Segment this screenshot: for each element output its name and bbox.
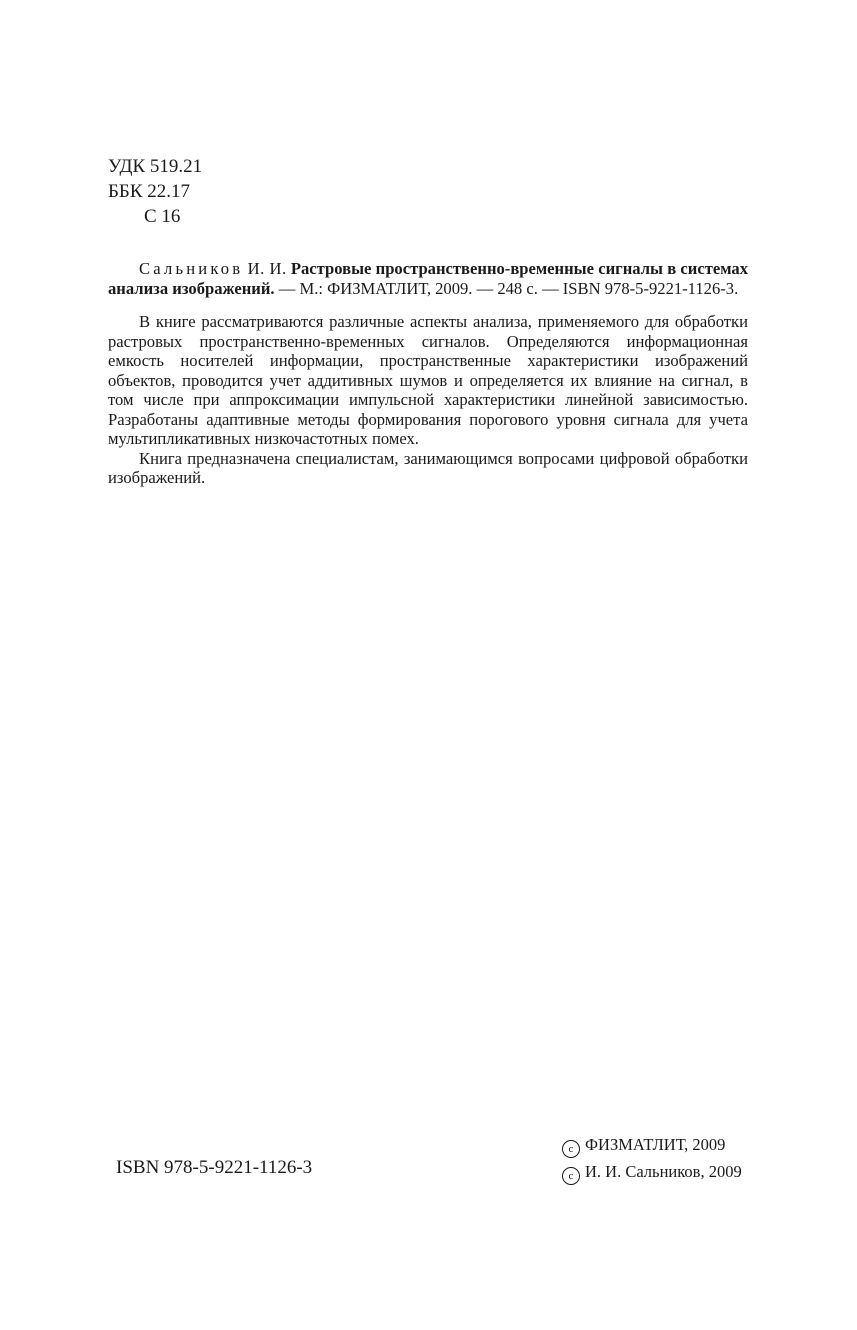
- copyright-publisher-row: [562, 1131, 742, 1158]
- bibliographic-section: [108, 259, 748, 488]
- abstract: [108, 312, 748, 488]
- classification-block: [108, 154, 202, 229]
- copyright-icon: c: [562, 1167, 580, 1185]
- abstract-paragraph-1: В книге рассматриваются различные аспекты анализа, применяемого для обработки растровых пространственно-временных сигналов. Определяются информационная емкость носителей информации, пространственные характеристики изображений объектов, проводится учет аддитивных шумов и определяется их влияние на сигнал, в том числе при аппроксимации импульсной характеристики линейной зависимостью. Разработаны адаптивные методы формирования порогового уровня сигнала для учета мультипликативных низкочастотных помех.: [108, 312, 748, 448]
- copyright-publisher: ФИЗМАТЛИТ, 2009: [585, 1135, 726, 1154]
- isbn-footer: ISBN 978-5-9221-1126-3: [116, 1157, 313, 1178]
- author-mark: С 16: [144, 206, 181, 227]
- copyright-icon: c: [562, 1140, 580, 1158]
- bbk-code: ББК 22.17: [108, 181, 190, 202]
- copyright-author: И. И. Сальников, 2009: [585, 1162, 742, 1181]
- author-initials: И. И.: [247, 259, 287, 278]
- bibliographic-record: [108, 259, 748, 298]
- copyright-block: [562, 1131, 742, 1185]
- abstract-paragraph-2: Книга предназначена специалистам, занимающимся вопросами цифровой обработки изображений.: [108, 448, 748, 487]
- publication-details: — М.: ФИЗМАТЛИТ, 2009. — 248 с. — ISBN 978-5-9221-1126-3.: [278, 278, 739, 298]
- udk-code: УДК 519.21: [108, 156, 203, 177]
- author-surname: Сальников: [139, 259, 244, 278]
- book-title: Растровые пространственно-временные сигналы в системах анализа изображений.: [108, 259, 748, 298]
- copyright-author-row: [562, 1158, 742, 1185]
